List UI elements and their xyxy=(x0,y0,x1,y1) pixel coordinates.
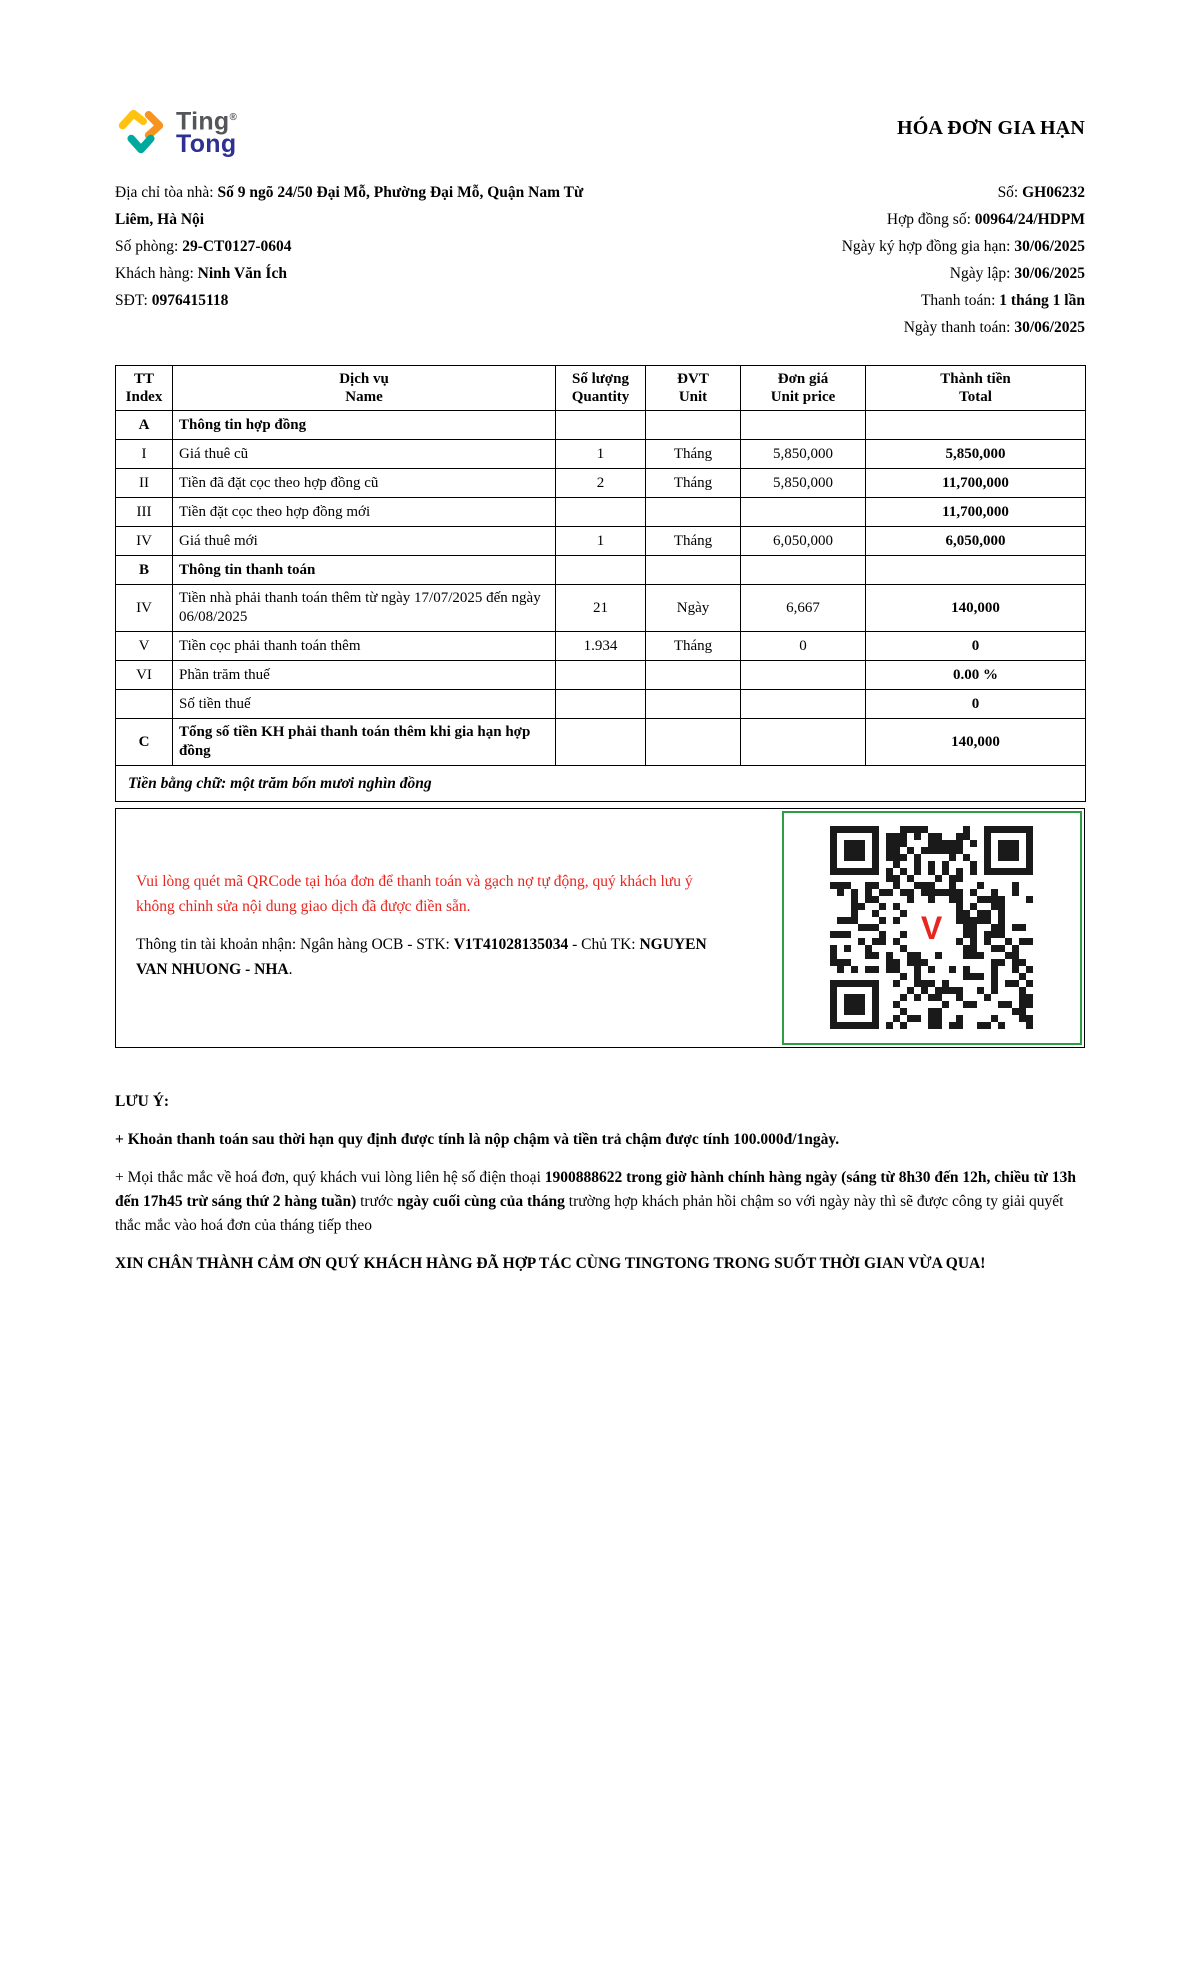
qr-container xyxy=(830,826,1033,1029)
meta-value: 30/06/2025 xyxy=(1014,238,1085,255)
cell-total: 0 xyxy=(866,690,1086,719)
cell-name: Giá thuê cũ xyxy=(173,440,556,469)
table-row xyxy=(116,527,1086,556)
cell-index: IV xyxy=(116,527,173,556)
registered-mark: ® xyxy=(229,111,238,123)
cell-total: 0.00 % xyxy=(866,661,1086,690)
meta-label: Ngày thanh toán: xyxy=(903,319,1015,336)
cell-name: Phần trăm thuế xyxy=(173,661,556,690)
cell-qty xyxy=(556,411,646,440)
account-label: Thông tin tài khoản nhận: Ngân hàng OCB - STK: xyxy=(136,936,454,953)
table-row xyxy=(116,661,1086,690)
cell-name: Tiền nhà phải thanh toán thêm từ ngày 17/07/2025 đến ngày 06/08/2025 xyxy=(173,585,556,632)
amount-in-words: Tiền bằng chữ: một trăm bốn mươi nghìn đồng xyxy=(116,766,1086,802)
account-holder: NGUYEN VAN NHUONG - NHA xyxy=(136,936,707,978)
account-info xyxy=(136,932,711,982)
cell-qty xyxy=(556,690,646,719)
cell-name: Tiền đặt cọc theo hợp đồng mới xyxy=(173,498,556,527)
cell-unit: Tháng xyxy=(646,527,741,556)
cell-qty: 2 xyxy=(556,469,646,498)
meta-label: Số: xyxy=(997,184,1023,201)
amount-in-words-row xyxy=(116,766,1086,802)
cell-price xyxy=(741,498,866,527)
cell-name: Thông tin thanh toán xyxy=(173,556,556,585)
cell-total xyxy=(866,556,1086,585)
cell-name: Tổng số tiền KH phải thanh toán thêm khi gia hạn hợp đồng xyxy=(173,719,556,766)
customer-value: Ninh Văn Ích xyxy=(197,265,287,282)
cell-price: 0 xyxy=(741,632,866,661)
notes-heading: LƯU Ý: xyxy=(115,1093,170,1110)
contact-part3: trước xyxy=(356,1193,397,1210)
cell-index: V xyxy=(116,632,173,661)
cell-unit xyxy=(646,556,741,585)
cell-unit xyxy=(646,661,741,690)
column-header: Đơn giá Unit price xyxy=(741,366,866,411)
cell-total: 11,700,000 xyxy=(866,469,1086,498)
cell-price: 5,850,000 xyxy=(741,440,866,469)
cell-index: III xyxy=(116,498,173,527)
cell-index xyxy=(116,690,173,719)
table-row xyxy=(116,585,1086,632)
cell-unit: Tháng xyxy=(646,440,741,469)
column-header: Số lượng Quantity xyxy=(556,366,646,411)
cell-index: B xyxy=(116,556,173,585)
table-header-row xyxy=(116,366,1086,411)
cell-index: C xyxy=(116,719,173,766)
meta-value: GH06232 xyxy=(1022,184,1085,201)
cell-unit xyxy=(646,411,741,440)
cell-qty xyxy=(556,661,646,690)
qr-instruction: Vui lòng quét mã QRCode tại hóa đơn để thanh toán và gạch nợ tự động, quý khách lưu ý không chỉnh sửa nội dung giao dịch đã được điền sẵn. xyxy=(136,873,693,915)
customer-info xyxy=(115,179,600,341)
table-row xyxy=(116,690,1086,719)
table-row xyxy=(116,556,1086,585)
cell-unit xyxy=(646,690,741,719)
phone-line xyxy=(115,287,600,314)
period: . xyxy=(288,961,293,978)
address-value: Số 9 ngõ 24/50 Đại Mỗ, Phường Đại Mỗ, Quận Nam Từ Liêm, Hà Nội xyxy=(115,184,584,228)
qr-frame xyxy=(782,811,1082,1045)
cell-total: 0 xyxy=(866,632,1086,661)
cell-total: 5,850,000 xyxy=(866,440,1086,469)
table-row xyxy=(116,632,1086,661)
cell-price xyxy=(741,411,866,440)
cell-qty: 21 xyxy=(556,585,646,632)
header xyxy=(115,105,1085,157)
room-label: Số phòng: xyxy=(115,238,183,255)
meta-line xyxy=(842,233,1085,260)
cell-total: 11,700,000 xyxy=(866,498,1086,527)
cell-unit: Tháng xyxy=(646,632,741,661)
table-row xyxy=(116,498,1086,527)
address-label: Địa chỉ tòa nhà: xyxy=(115,184,218,201)
cell-price: 5,850,000 xyxy=(741,469,866,498)
contact-part5: trường hợp khách phản hồi chậm so với ngày này thì sẽ được công ty giải quyết thắc mắc vào hoá đơn của tháng tiếp theo xyxy=(115,1193,1064,1234)
meta-line xyxy=(842,179,1085,206)
cell-unit xyxy=(646,719,741,766)
meta-value: 1 tháng 1 lần xyxy=(999,292,1085,309)
table-body xyxy=(116,411,1086,766)
invoice-title: HÓA ĐƠN GIA HẠN xyxy=(896,117,1085,139)
cell-price xyxy=(741,719,866,766)
meta-label: Thanh toán: xyxy=(920,292,1000,309)
cell-qty: 1 xyxy=(556,440,646,469)
address-line xyxy=(115,179,600,233)
meta-line xyxy=(842,287,1085,314)
qr-logo-letter: V xyxy=(920,909,943,946)
cell-price xyxy=(741,661,866,690)
cell-index: IV xyxy=(116,585,173,632)
tingtong-logo xyxy=(115,105,237,157)
cell-name: Tiền cọc phải thanh toán thêm xyxy=(173,632,556,661)
meta-value: 30/06/2025 xyxy=(1014,319,1085,336)
notes-section xyxy=(115,1090,1085,1276)
column-header: Thành tiền Total xyxy=(866,366,1086,411)
account-number: V1T41028135034 xyxy=(453,936,569,953)
invoice-table xyxy=(115,365,1086,802)
cell-total: 6,050,000 xyxy=(866,527,1086,556)
cell-qty: 1 xyxy=(556,527,646,556)
meta-label: Ngày ký hợp đồng gia hạn: xyxy=(841,238,1015,255)
cell-name: Tiền đã đặt cọc theo hợp đồng cũ xyxy=(173,469,556,498)
invoice-meta xyxy=(842,179,1085,341)
tingtong-logo-icon xyxy=(115,105,167,157)
cell-index: VI xyxy=(116,661,173,690)
meta-label: Hợp đồng số: xyxy=(886,211,975,228)
brand-line1: Ting xyxy=(176,107,230,136)
cell-unit xyxy=(646,498,741,527)
table-row xyxy=(116,469,1086,498)
payment-text xyxy=(116,809,782,1047)
meta-value: 00964/24/HDPM xyxy=(974,211,1085,228)
cell-index: A xyxy=(116,411,173,440)
payment-section xyxy=(115,808,1085,1048)
contact-note xyxy=(115,1166,1085,1238)
cell-unit: Tháng xyxy=(646,469,741,498)
cell-qty xyxy=(556,556,646,585)
brand-line2: Tong xyxy=(176,130,237,159)
room-line xyxy=(115,233,600,260)
cell-name: Thông tin hợp đồng xyxy=(173,411,556,440)
meta-line xyxy=(842,206,1085,233)
column-header: TT Index xyxy=(116,366,173,411)
meta-line xyxy=(842,260,1085,287)
thanks-note: XIN CHÂN THÀNH CẢM ƠN QUÝ KHÁCH HÀNG ĐÃ HỢP TÁC CÙNG TINGTONG TRONG SUỐT THỜI GIAN VỪA QUA! xyxy=(115,1255,986,1272)
column-header: ĐVT Unit xyxy=(646,366,741,411)
qr-center-logo xyxy=(910,906,954,950)
cell-price: 6,667 xyxy=(741,585,866,632)
phone-value: 0976415118 xyxy=(151,292,229,309)
phone-label: SĐT: xyxy=(115,292,152,309)
cell-qty xyxy=(556,498,646,527)
cell-total xyxy=(866,411,1086,440)
contact-part1: + Mọi thắc mắc về hoá đơn, quý khách vui lòng liên hệ số điện thoại xyxy=(115,1169,545,1186)
tingtong-wordmark xyxy=(176,106,238,159)
cell-unit: Ngày xyxy=(646,585,741,632)
table-row xyxy=(116,719,1086,766)
customer-line xyxy=(115,260,600,287)
cell-qty: 1.934 xyxy=(556,632,646,661)
cell-name: Giá thuê mới xyxy=(173,527,556,556)
cell-total: 140,000 xyxy=(866,719,1086,766)
meta-label: Ngày lập: xyxy=(949,265,1015,282)
late-fee-note: + Khoản thanh toán sau thời hạn quy định được tính là nộp chậm và tiền trả chậm được tính 100.000đ/1ngày. xyxy=(115,1131,840,1148)
cell-index: I xyxy=(116,440,173,469)
meta-line xyxy=(842,314,1085,341)
contact-deadline: ngày cuối cùng của tháng xyxy=(396,1193,565,1210)
column-header: Dịch vụ Name xyxy=(173,366,556,411)
cell-name: Số tiền thuế xyxy=(173,690,556,719)
table-row xyxy=(116,440,1086,469)
cell-price xyxy=(741,690,866,719)
customer-label: Khách hàng: xyxy=(115,265,198,282)
cell-price xyxy=(741,556,866,585)
contact-hotline: 1900888622 trong giờ hành chính hàng ngày (sáng từ 8h30 đến 12h, chiều từ 13h đến 17h45 trừ sáng thứ 2 hàng tuần) xyxy=(115,1169,1076,1210)
table-row xyxy=(116,411,1086,440)
cell-index: II xyxy=(116,469,173,498)
info-section xyxy=(115,179,1085,341)
cell-total: 140,000 xyxy=(866,585,1086,632)
cell-price: 6,050,000 xyxy=(741,527,866,556)
meta-value: 30/06/2025 xyxy=(1014,265,1085,282)
cell-qty xyxy=(556,719,646,766)
account-holder-label: - Chủ TK: xyxy=(568,936,640,953)
room-value: 29-CT0127-0604 xyxy=(182,238,292,255)
